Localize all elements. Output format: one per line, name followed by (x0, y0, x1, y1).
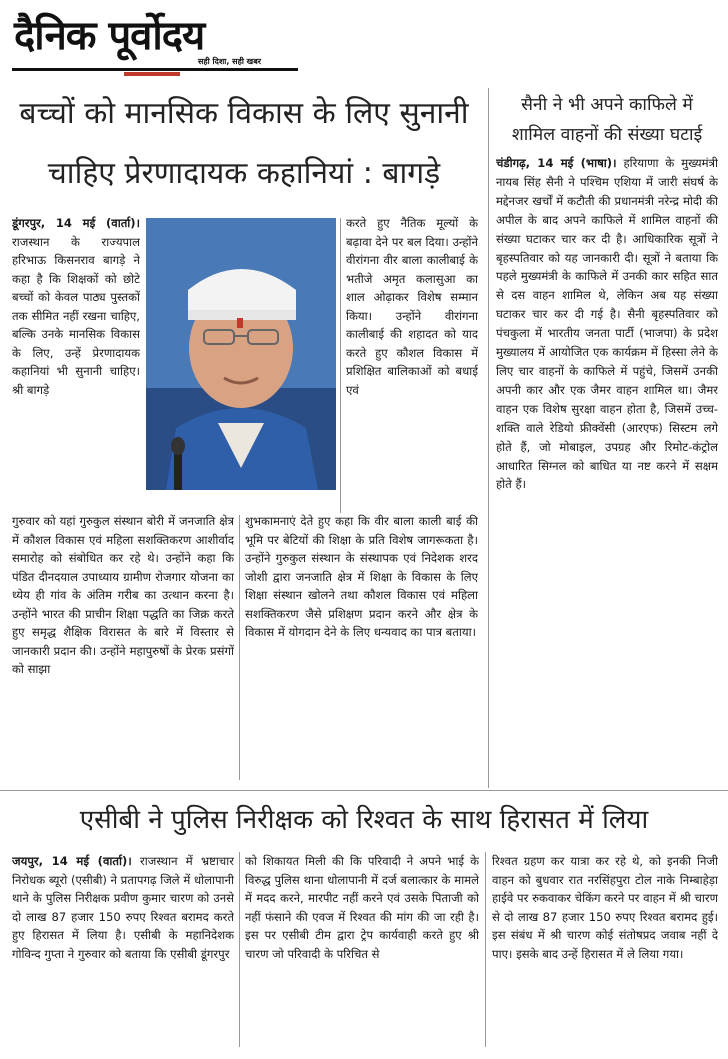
article1-lower-right-text: शुभकामनाएं देते हुए कहा कि वीर बाला काली बाई की भूमि पर बेटियों की शिक्षा के प्रति विशेष जागरूकता है। उन्होंने गुरुकुल संस्थान के संस्थापक एवं निदेशक शरद जोशी द्वारा जनजाति क्षेत्र में शिक्षा के विकास के लिए शिक्षा संस्थान खोलने तथा कौशल विकास एवं महिला सशक्तिकरण जैसे प्रशिक्षण प्रदान करने और क्षेत्र के विकास में योगदान देने के लिए धन्यवाद का पात्र बताया। (245, 514, 478, 639)
article2-headline-line2: शामिल वाहनों की संख्या घटाई (511, 125, 703, 145)
article3-col3 (492, 852, 718, 1052)
article2-body (496, 154, 718, 786)
article2-body-text: हरियाणा के मुख्यमंत्री नायब सिंह सैनी ने पश्चिम एशिया में जारी संघर्ष के मद्देनजर खर्चों में कटौती की प्रधानमंत्री नरेन्द्र मोदी की अपील के बाद अपने काफिले में शामिल वाहनों की संख्या घटाकर चार कर दी है। आधिकारिक सूत्रों ने बृहस्पतिवार को यह जानकारी दी। सूत्रों ने बताया कि पहले मुख्यमंत्री के काफिले में उनकी कार सहित सात से दस वाहन शामिल थे, लेकिन अब यह संख्या घटाकर चार कर दी गई है। सैनी बृहस्पतिवार को पंचकुला में भारतीय जनता पार्टी (भाजपा) के प्रदेश मुख्यालय में आयोजित एक कार्यक्रम में हिस्सा लेने के लिए चार वाहनों के काफिले में पहुंचे, जिसमें उनकी अपनी कार और एक जैमर वाहन शामिल था। जैमर वाहन एक विशेष सुरक्षा वाहन होता है, जिसमें उच्च-शक्ति वाले रेडियो फ्रीक्वेंसी (आरएफ) सिस्टम लगे होते हैं, जो मोबाइल, उपग्रह और रिमोट-कंट्रोल आधारित सिग्नल को बाधित या नष्ट करने में सक्षम होते हैं। (496, 156, 718, 492)
article1-headline-line2: चाहिए प्रेरणादायक कहानियां : बागड़े (47, 156, 441, 191)
article3-col3-text: रिश्वत ग्रहण कर यात्रा कर रहे थे, को इनकी निजी वाहन को बुधवार रात नरसिंहपुरा टोल नाके निम्बाहेड़ा हाईवे पर रुकवाकर चेकिंग करने पर वाहन में श्री चारण से दो लाख 87 हजार 150 रुपए रिश्वत बरामद हुई। इस संबंध में श्री चारण कोई संतोषप्रद जवाब नहीं दे पाए। इसके बाद उन्हें हिरासत में ले लिया गया। (492, 854, 718, 961)
column-divider (239, 852, 240, 1047)
article3-col1 (12, 852, 234, 1052)
article1-lower-left-text: गुरुवार को यहां गुरुकुल संस्थान बोरी में जनजाति क्षेत्र में कौशल विकास एवं महिला सशक्तिकरण आशीर्वाद समारोह को संबोधित कर रहे थे। उन्होंने कहा कि पंडित दीनदयाल उपाध्याय ग्रामीण रोजगार योजना का ध्येय ही गांव के अंतिम गरीब का उत्थान करना है। उन्होंने भारत की प्राचीन शिक्षा पद्धति का जिक्र करते हुए समृद्ध शैक्षिक विरासत के बारे में विस्तार से जानकारी प्रदान की। उन्होंने महापुरुषों के प्रेरक प्रसंगों को साझा (12, 514, 234, 676)
article1-dateline: डूंगरपुर, 14 मई (वार्ता)। (12, 216, 140, 230)
article3-col2 (245, 852, 479, 1052)
article3-headline: एसीबी ने पुलिस निरीक्षक को रिश्वत के साथ हिरासत में लिया (79, 805, 649, 835)
article1-col2-text: करते हुए नैतिक मूल्यों के बढ़ावा देने पर बल दिया। उन्होंने वीरांगना वीर बाला कालीबाई के भतीजे अमृत कलासुआ का शाल ओढ़ाकर विशेष सम्मान किया। उन्होंने वीरांगना कालीबाई की शहादत को याद करते हुए कौशल विकास में प्रशिक्षित बालिकाओं को बधाई एवं (346, 216, 478, 397)
article1-headline-line1: बच्चों को मानसिक विकास के लिए सुनानी (19, 96, 469, 131)
masthead-tagline: सही दिशा, सही खबर (198, 57, 262, 66)
article1-col1-text: राजस्थान के राज्यपाल हरिभाऊ किसनराव बागड़े ने कहा है कि शिक्षकों को छोटे बच्चों को केवल पाठ्य पुस्तकों तक सीमित नहीं रखना चाहिए, बल्कि उनके मानसिक विकास के लिए, उन्हें प्रेरणादायक कहानियां भी सुनानी चाहिए। श्री बागड़े (12, 234, 140, 397)
portrait-photo-icon (146, 218, 336, 490)
article3-dateline: जयपुर, 14 मई (वार्ता)। (12, 854, 132, 868)
column-divider (485, 852, 486, 1047)
column-divider (488, 88, 489, 788)
portrait-photo (146, 218, 336, 490)
article1-lower-right (245, 512, 478, 782)
column-divider (340, 218, 341, 513)
article3-col2-text: को शिकायत मिली की कि परिवादी ने अपने भाई के विरुद्ध पुलिस थाना धोलापानी में दर्ज बलात्कार के मामले में मदद करने, मारपीट नहीं करने एवं उसके पिताजी को नहीं फंसाने की एवज में रिश्वत की मांग की जा रही है। इस पर एसीबी टीम द्वारा ट्रेप कार्यवाही करते हुए श्री चारण जो परिवादी के परिचित से (245, 854, 479, 961)
article1-col2 (346, 214, 478, 514)
masthead-rule (12, 68, 298, 71)
article3-col1-text: राजस्थान में भ्रष्टाचार निरोधक ब्यूरो (एसीबी) ने प्रतापगढ़ जिले में धोलापानी थाने के पुलिस निरीक्षक प्रवीण कुमार चारण को उनसे दो लाख 87 हजार 150 रुपए रिश्वत बरामद करते हुए हिरासत में लिया है। एसीबी के महानिदेशक गोविन्द गुप्ता ने गुरुवार को बताया कि एसीबी डूंगरपुर (12, 854, 234, 961)
column-divider (239, 515, 240, 780)
article1-col1 (12, 214, 140, 514)
article2-headline-line1: सैनी ने भी अपने काफिले में (521, 95, 693, 115)
article1-lower-left (12, 512, 234, 782)
section-divider (0, 790, 728, 791)
masthead (8, 6, 308, 78)
masthead-title: दैनिक पूर्वोदय (14, 13, 205, 59)
article2-dateline: चंडीगढ़, 14 मई (भाषा)। (496, 156, 617, 170)
masthead-red-strip (124, 72, 180, 76)
